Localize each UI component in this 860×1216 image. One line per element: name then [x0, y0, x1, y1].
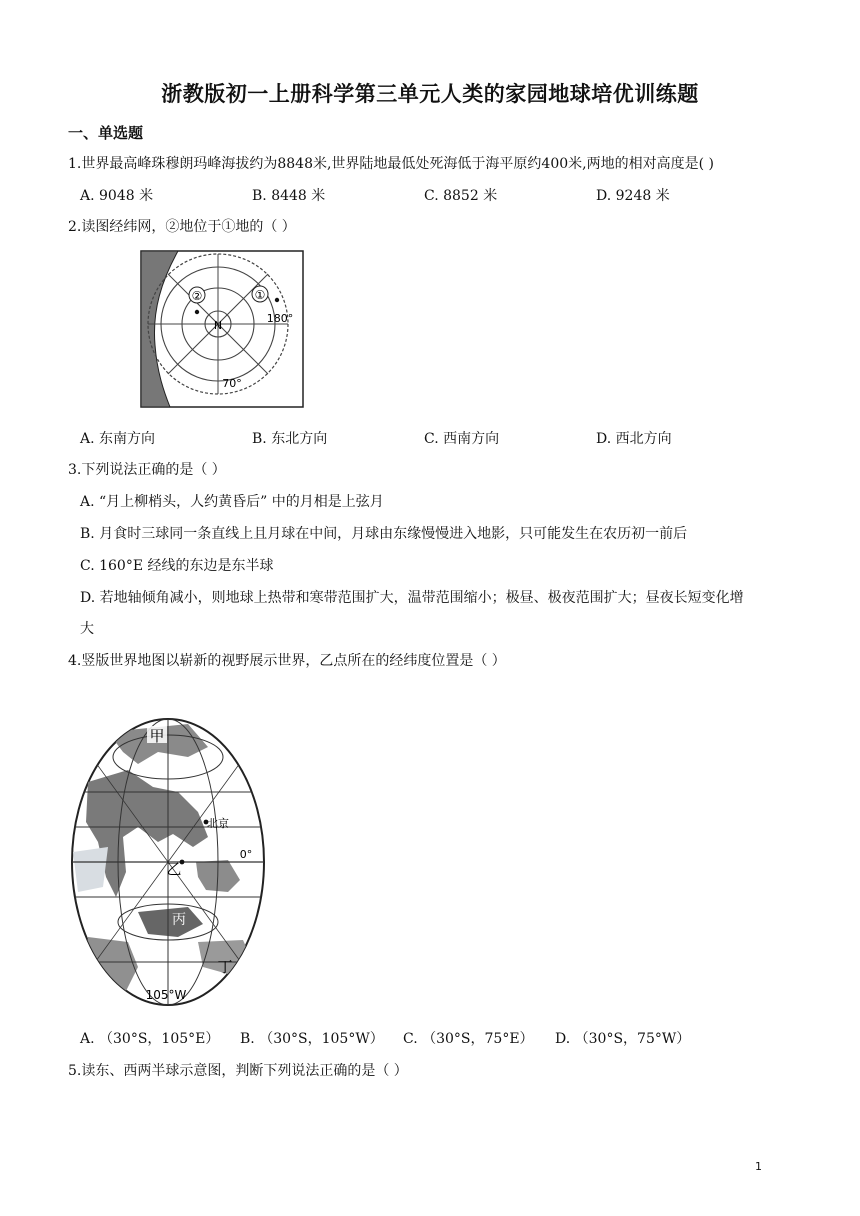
point-1-label: ①: [254, 288, 266, 302]
map-label-ding: 丁: [217, 958, 233, 976]
document-title: 浙教版初一上册科学第三单元人类的家园地球培优训练题: [161, 82, 699, 106]
q3-option-d: D. 若地轴倾角减小，则地球上热带和寒带范围扩大，温带范围缩小；极昼、极夜范围扩大；昼夜长短变化增: [80, 590, 744, 606]
q4-option-b: B. （30°S，105°W）: [240, 1031, 384, 1047]
q1-option-b: B. 8448 米: [252, 188, 326, 204]
question-4-stem: 4.竖版世界地图以崭新的视野展示世界，乙点所在的经纬度位置是（ ）: [68, 653, 506, 669]
point-2-label: ②: [191, 289, 203, 303]
q4-option-d: D. （30°S，75°W）: [555, 1031, 691, 1047]
graticule-figure: [140, 250, 304, 408]
q1-option-d: D. 9248 米: [596, 188, 670, 204]
question-5-stem: 5.读东、西两半球示意图，判断下列说法正确的是（ ）: [68, 1063, 408, 1079]
q1-option-c: C. 8852 米: [424, 188, 498, 204]
map-label-beijing: 北京: [207, 817, 229, 830]
question-3-stem: 3.下列说法正确的是（ ）: [68, 462, 226, 478]
q3-option-a: A. “月上柳梢头，人约黄昏后” 中的月相是上弦月: [80, 494, 384, 510]
map-label-yi: 乙: [166, 860, 182, 878]
q2-option-b: B. 东北方向: [252, 431, 328, 447]
vertical-world-map-figure: [68, 712, 268, 1008]
q4-option-a: A. （30°S，105°E）: [80, 1031, 220, 1047]
map-label-bing: 丙: [172, 912, 186, 928]
q2-option-d: D. 西北方向: [596, 431, 672, 447]
q2-option-a: A. 东南方向: [80, 431, 156, 447]
map-label-zero-degree: 0°: [239, 848, 253, 861]
q4-option-c: C. （30°S，75°E）: [403, 1031, 534, 1047]
question-1-stem: 1.世界最高峰珠穆朗玛峰海拔约为8848米,世界陆地最低处死海低于海平原约400米,两地的相对高度是( ): [68, 156, 714, 172]
page-number: 1: [755, 1160, 762, 1173]
q3-option-b: B. 月食时三球同一条直线上且月球在中间，月球由东缘慢慢进入地影，只可能发生在农历初一前后: [80, 526, 688, 542]
map-label-jia: 甲: [149, 727, 165, 745]
lon-70-label: 70°: [222, 377, 242, 390]
lon-180-label: 180°: [266, 312, 294, 325]
q1-option-a: A. 9048 米: [80, 188, 154, 204]
question-2-stem: 2.读图经纬网，②地位于①地的（ ）: [68, 219, 296, 235]
north-pole-label: N: [213, 319, 223, 332]
q3-option-c: C. 160°E 经线的东边是东半球: [80, 558, 274, 574]
q3-option-d-continued: 大: [80, 621, 94, 637]
section-heading: 一、单选题: [68, 124, 144, 142]
map-label-105w: 105°W: [145, 988, 187, 1002]
q2-option-c: C. 西南方向: [424, 431, 500, 447]
